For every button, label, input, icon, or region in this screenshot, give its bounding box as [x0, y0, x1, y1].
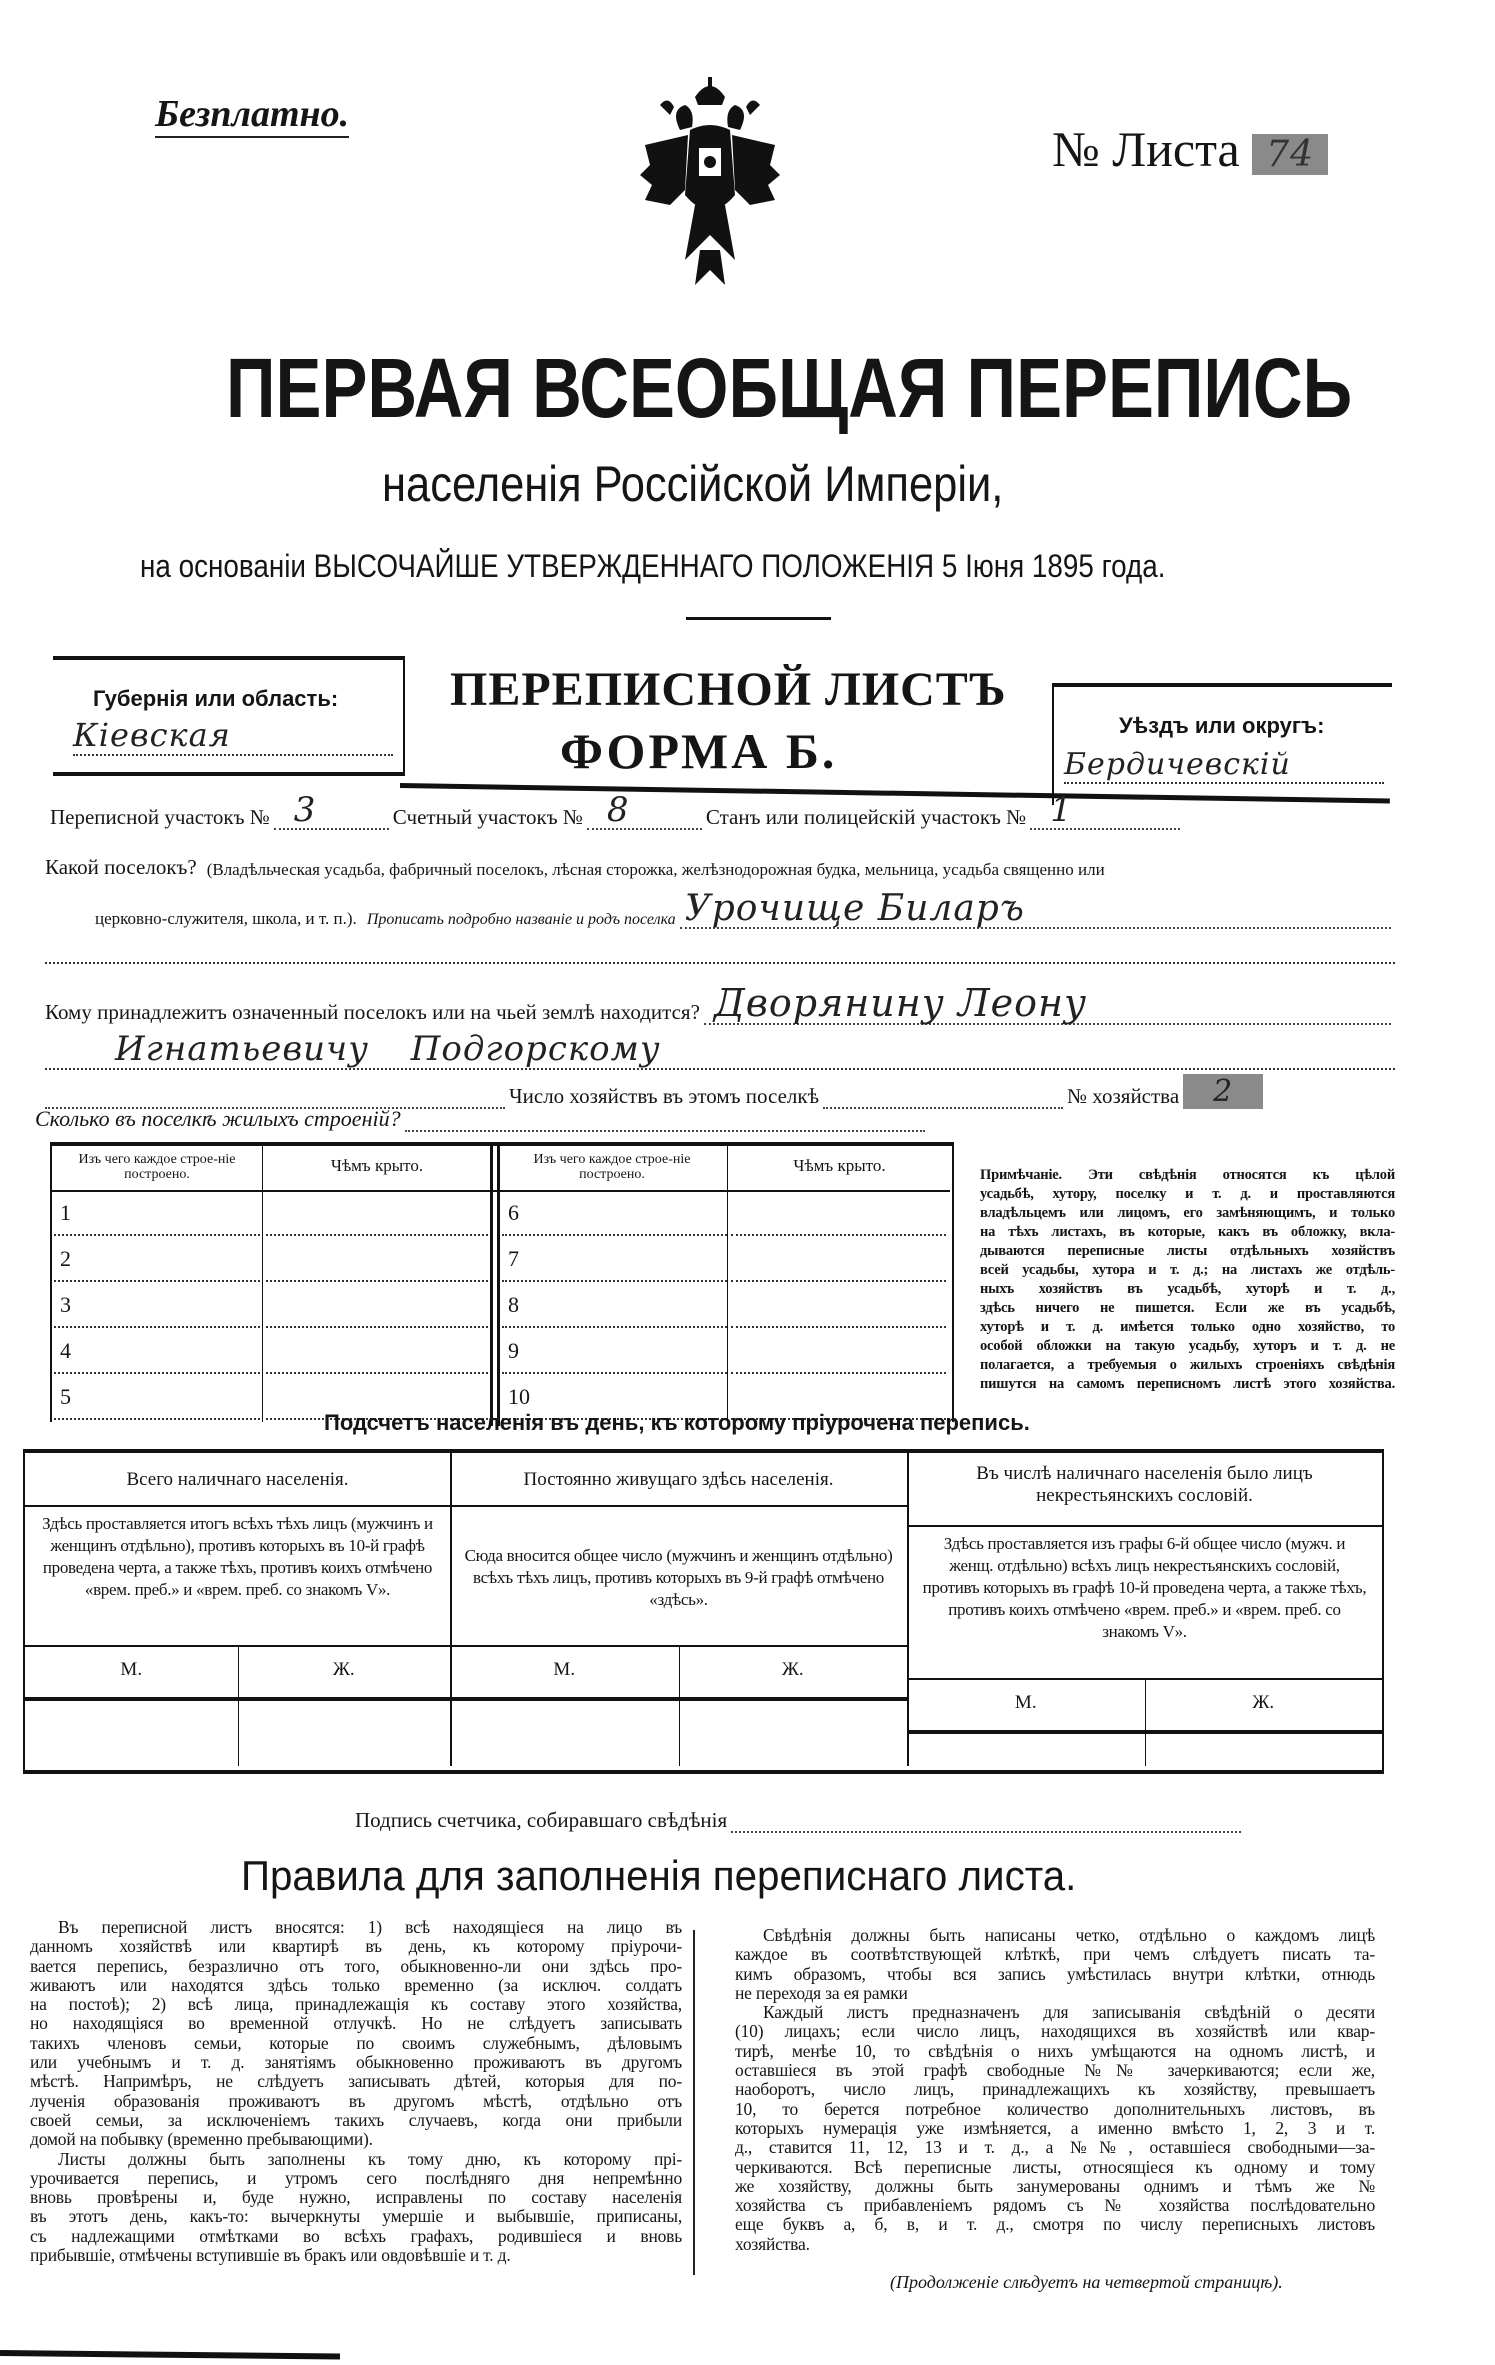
rules-right-column [735, 1926, 1375, 2254]
note-line: Примѣчаніе. Эти свѣдѣнія относятся къ цѣлой [980, 1167, 1395, 1183]
rules-line: 10, то берется потребное количество дополнительныхъ листовъ, въ [735, 2098, 1375, 2119]
owner-row [45, 981, 1395, 1025]
owner-field[interactable] [704, 981, 1391, 1025]
female-count-cell[interactable] [679, 1701, 908, 1766]
rules-line: каждое въ соотвѣтствующей клѣткѣ, при чемъ слѣдуетъ писать та- [735, 1944, 1375, 1965]
bottom-rule [0, 2350, 340, 2360]
row-number: 10 [508, 1384, 530, 1409]
rules-line: еще буквъ а, б, в, и т. д., смотря по числу переписныхъ листовъ [735, 2214, 1375, 2235]
row-number: 6 [508, 1200, 519, 1225]
rules-left-column [30, 1918, 682, 2265]
rules-line: прибывшіе, отмѣчены вступившіе въ бракъ или овдовѣвшіе и т. д. [30, 2245, 511, 2266]
rules-line: своей семьи, за исключеніемъ такихъ случаевъ, когда они прибыли [30, 2109, 682, 2130]
rules-line: живаютъ или находятся здѣсь только временно (за исключ. солдатъ [30, 1974, 682, 1995]
row-number: 3 [60, 1292, 71, 1317]
households-row [45, 1074, 1395, 1109]
header-rule [25, 1505, 450, 1507]
note-line: владѣльцемъ или лицомъ, его замѣняющимъ, и только [980, 1205, 1395, 1221]
male-header: М. [120, 1659, 143, 1680]
row-number: 8 [508, 1292, 519, 1317]
table-cell-material[interactable] [502, 1326, 727, 1328]
row-number: 2 [60, 1246, 71, 1271]
column-divider [907, 1453, 909, 1766]
col-roof-header: Чѣмъ крыто. [330, 1156, 424, 1175]
buildings-field[interactable] [405, 1108, 925, 1132]
settlement-hint-1: (Владѣльческая усадьба, фабричный поселокъ, лѣсная сторожка, желѣзнодорожная будка, мельница, усадьба священно или [206, 860, 1105, 879]
female-count-cell[interactable] [1145, 1734, 1383, 1766]
note-line: особой обложки на такую усадьбу, хуторъ и т. д. не [980, 1338, 1395, 1354]
note-line: полагается, а требуемыя о жилыхъ строеніяхъ свѣдѣнія [980, 1357, 1395, 1373]
rules-line: урочивается перепись, и утромъ сего послѣдняго дня непремѣнно [30, 2167, 682, 2188]
table-cell-material[interactable] [54, 1280, 260, 1282]
signature-row [355, 1808, 1245, 1833]
column-divider [262, 1146, 263, 1422]
table-cell-material[interactable] [54, 1234, 260, 1236]
table-cell-roof[interactable] [731, 1280, 946, 1282]
header-rule [450, 1505, 907, 1507]
sheet-number-label: № Листа [1052, 121, 1240, 177]
gubernia-box [53, 656, 405, 776]
signature-field[interactable] [731, 1809, 1241, 1833]
gubernia-value: Кіевская [73, 716, 393, 756]
free-label: Безплатно. [155, 92, 349, 138]
header-rule [52, 1190, 950, 1192]
rules-title [241, 1852, 1111, 1900]
note-line: ныхъ хозяйствъ въ усадьбѣ, хуторѣ и т. д., [980, 1281, 1395, 1297]
note-line: дываются переписные листы отдѣльныхъ хозяйствъ [980, 1243, 1395, 1259]
settlement-field[interactable] [680, 888, 1391, 929]
table-cell-material[interactable] [54, 1326, 260, 1328]
rules-line: или учебнымъ и т. д. занятіямъ обыкновенно проживаютъ въ другомъ [30, 2052, 682, 2073]
table-cell-roof[interactable] [731, 1326, 946, 1328]
table-cell-roof[interactable] [266, 1326, 488, 1328]
basis-line-text: на основаніи ВЫСОЧАЙШЕ УТВЕРЖДЕННАГО ПОЛОЖЕНІЯ 5 Іюня 1895 года. [140, 548, 1166, 584]
gubernia-label: Губернія или область: [93, 686, 339, 711]
sheet-number-value: 74 [1252, 134, 1328, 175]
population-col-description: Сюда вносится общее число (мужчинъ и женщинъ отдѣльно) всѣхъ тѣхъ лицъ, противъ которыхъ въ 9-й графѣ отмѣчено «здѣсь». [464, 1546, 893, 1609]
rules-line: кимъ образомъ, чтобы вся запись умѣстилась внутри клѣтки, отнюдь [735, 1963, 1375, 1984]
table-cell-material[interactable] [502, 1372, 727, 1374]
main-title [226, 340, 1353, 437]
note-line: хуторѣ и т. д. имѣется только одно хозяйство, то [980, 1319, 1395, 1335]
rules-line: въ этотъ день, какъ-то: вычеркнуты умершіе и выбывшіе, приписаны, [30, 2206, 682, 2227]
rules-line: хозяйства. [735, 2233, 810, 2254]
buildings-row [35, 1106, 929, 1132]
settlement-value: Урочище Биларъ [684, 888, 1025, 929]
census-district-label: Переписной участокъ № [50, 805, 270, 829]
imperial-eagle-emblem-icon [640, 75, 780, 300]
rules-line: Каждый листъ предназначенъ для записыванія свѣдѣній о десяти [763, 2002, 1375, 2023]
rules-line: Свѣдѣнія должны быть написаны четко, отдѣльно о каждомъ лицѣ [763, 1925, 1375, 1945]
census-district-value: 3 [293, 790, 317, 830]
settlement-hint-2: церковно-служителя, школа, и т. п.). [95, 909, 357, 928]
col-material-header: Изъ чего каждое строе-ніе построено. [533, 1152, 691, 1182]
sheet-number [1052, 120, 1328, 178]
male-count-cell[interactable] [450, 1701, 679, 1766]
rules-line: не переходя за ея рамки [735, 1982, 908, 2003]
buildings-label: Сколько въ поселкѣ жилыхъ строеній? [35, 1106, 401, 1131]
male-count-cell[interactable] [907, 1734, 1145, 1766]
rules-line: съ надлежащими отмѣтками во всѣхъ графахъ, родившіеся и вновь [30, 2225, 682, 2246]
settlement-row [45, 855, 1105, 880]
rules-line: д., ставится 11, 12, 13 и т. д., а №№, оставшіеся свободными—за- [735, 2137, 1375, 2158]
subtitle [382, 455, 1096, 513]
table-divider-double [490, 1146, 493, 1426]
rules-line: лученія образованія проживаютъ въ другомъ мѣстѣ, отдѣльно отъ [30, 2090, 682, 2111]
male-header: М. [1014, 1692, 1037, 1713]
rules-line: вновь провѣрены и, буде нужно, исправлены по составу населенія [30, 2187, 682, 2208]
population-col-header: Въ числѣ наличнаго населенія было лицъ некрестьянскихъ сословій. [976, 1463, 1313, 1506]
population-col-description: Здѣсь проставляется изъ графы 6-й общее число (мужч. и женщ. отдѣльно) всѣхъ лицъ некрестьянскихъ сословій, противъ которыхъ въ графѣ 10-й проведена черта, а также тѣхъ, противъ коихъ отмѣчено «врем. преб.» и «врем. преб. со знакомъ V». [922, 1534, 1367, 1641]
population-title: Подсчетъ населенія въ день, къ которому пріурочена перепись. [324, 1410, 1030, 1435]
owner-value-1: Дворянину Леону [713, 981, 1088, 1025]
rules-title-text: Правила для заполненія переписнаго листа. [241, 1852, 1077, 1899]
main-title-text: ПЕРВАЯ ВСЕОБЩАЯ ПЕРЕПИСЬ [226, 341, 1353, 435]
note-line: здѣсь ничего не пишется. Если же въ усадьбѣ, [980, 1300, 1395, 1316]
count-district-field[interactable] [587, 790, 702, 830]
rules-line: Листы должны быть заполнены къ тому дню, къ которому прі- [58, 2148, 682, 2169]
col-material-header: Изъ чего каждое строе-ніе построено. [78, 1152, 236, 1182]
basis-line [140, 548, 1319, 585]
settlement-extra-line [45, 962, 1395, 964]
population-col-header: Постоянно живущаго здѣсь населенія. [523, 1469, 834, 1490]
row-number: 7 [508, 1246, 519, 1271]
divider [686, 617, 831, 620]
row-number: 1 [60, 1200, 71, 1225]
count-district-label: Счетный участокъ № [392, 805, 583, 829]
row-number: 5 [60, 1384, 71, 1409]
table-cell-roof[interactable] [266, 1280, 488, 1282]
signature-label: Подпись счетчика, собиравшаго свѣдѣнія [355, 1808, 728, 1832]
row-number: 9 [508, 1338, 519, 1363]
rules-line: домой на побывку (временно пребывающими). [30, 2129, 373, 2150]
female-header: Ж. [781, 1659, 804, 1680]
note-line: всей усадьбы, хутора и т. д.; на листахъ же отдѣль- [980, 1262, 1395, 1278]
police-district-value: 1 [1050, 790, 1073, 830]
settlement-label: Какой поселокъ? [45, 855, 197, 879]
table-cell-roof[interactable] [266, 1372, 488, 1374]
sheet-title: ПЕРЕПИСНОЙ ЛИСТЪ [450, 663, 1007, 716]
rules-line: на постоѣ); 2) всѣ лица, принадлежащія къ составу этого хозяйства, [30, 1994, 682, 2015]
table-cell-material[interactable] [54, 1372, 260, 1374]
rules-line: черкиваются. Всѣ переписные листы, относящіеся къ одному и тому [735, 2156, 1375, 2177]
col-roof-header: Чѣмъ крыто. [793, 1156, 886, 1175]
table-cell-material[interactable] [502, 1280, 727, 1282]
female-header: Ж. [332, 1659, 355, 1680]
police-district-field[interactable] [1030, 790, 1180, 830]
rules-line: которыхъ нумерація уже измѣняется, а именно вмѣсто 1, 2, 3 и т. [735, 2117, 1375, 2138]
rules-line: такихъ членовъ семьи, которые по своимъ служебнымъ, дѣловымъ [30, 2032, 682, 2053]
header-rule [907, 1525, 1382, 1527]
form-name: ФОРМА Б. [560, 723, 838, 779]
column-divider [727, 1146, 728, 1422]
count-district-value: 8 [606, 790, 630, 830]
district-row [50, 790, 1184, 830]
table-cell-material[interactable] [502, 1234, 727, 1236]
rules-line: оставшіеся въ этой графѣ свободные №№ зачеркиваются; если же, [735, 2060, 1375, 2081]
settlement-row-2 [95, 888, 1395, 929]
male-count-cell[interactable] [25, 1701, 238, 1766]
rules-line: хозяйства съ прибавленіемъ рядомъ съ № хозяйства послѣдовательно [735, 2195, 1375, 2216]
households-label: Число хозяйствъ въ этомъ поселкѣ [509, 1084, 819, 1108]
owner-field-2[interactable] [45, 1029, 1395, 1070]
rules-line: тирѣ, менѣе 10, то свѣдѣнія о нихъ умѣщаются на одномъ листѣ, и [735, 2040, 1375, 2061]
settlement-instruction: Прописать подробно названіе и родъ поселка [366, 911, 676, 928]
uezd-box [1052, 683, 1392, 805]
rules-line: вается перепись, безразлично отъ того, обыкновенно-ли они здѣсь про- [30, 1955, 682, 1976]
table-cell-material[interactable] [54, 1418, 260, 1420]
female-header: Ж. [1252, 1692, 1275, 1713]
population-table [23, 1449, 1384, 1774]
rules-line: наоборотъ, число лицъ, принадлежащихъ къ хозяйству, превышаетъ [735, 2079, 1375, 2100]
rules-line: мѣстѣ. Напримѣръ, не слѣдуетъ записывать дѣтей, которыя для по- [30, 2071, 682, 2092]
table-cell-roof[interactable] [731, 1372, 946, 1374]
rules-line: же хозяйству, должны быть занумерованы однимъ и тѣмъ же № [735, 2175, 1375, 2196]
row-number: 4 [60, 1338, 71, 1363]
rules-line: но находящіяся во временной отлучкѣ. Но не слѣдуетъ записывать [30, 2013, 682, 2034]
subtitle-text: населенія Россійской Имперіи, [382, 456, 1004, 512]
female-count-cell[interactable] [238, 1701, 451, 1766]
rules-line: Въ переписной листъ вносятся: 1) всѣ находящіеся на лицо въ [58, 1917, 682, 1937]
column-separator [693, 1930, 695, 2275]
note-line: усадьбѣ, хутору, поселку и т. д. и проставляются [980, 1186, 1395, 1202]
population-col-header: Всего наличнаго населенія. [126, 1469, 349, 1490]
table-divider-double [497, 1146, 500, 1426]
uezd-value: Бердичевскій [1064, 747, 1384, 784]
household-no-value: 2 [1183, 1074, 1263, 1109]
uezd-label: Уѣздъ или округъ: [1119, 713, 1325, 738]
rules-line: (10) лицахъ; если число лицъ, находящихся въ хозяйствѣ или квар- [735, 2021, 1375, 2042]
continuation-note: (Продолженіе слѣдуетъ на четвертой страницѣ). [890, 2272, 1283, 2292]
police-district-label: Станъ или полицейскій участокъ № [705, 805, 1027, 829]
owner-value-2: Игнатьевичу Подгорскому [115, 1029, 661, 1069]
rules-line: данномъ хозяйствѣ или квартирѣ въ день, къ которому пріурочи- [30, 1936, 682, 1957]
household-no-label: № хозяйства [1067, 1084, 1180, 1108]
owner-label: Кому принадлежитъ означенный поселокъ или на чьей землѣ находится? [45, 1000, 700, 1024]
table-cell-roof[interactable] [266, 1234, 488, 1236]
census-district-field[interactable] [274, 790, 389, 830]
note [980, 1166, 1395, 1394]
table-cell-roof[interactable] [731, 1234, 946, 1236]
male-header: М. [553, 1659, 576, 1680]
note-line: пишутся на самомъ переписномъ листѣ этого хозяйства. [980, 1376, 1395, 1392]
buildings-table [50, 1142, 954, 1422]
note-line: на тѣхъ листахъ, въ которые, какъ въ обложку, вкла- [980, 1224, 1395, 1240]
population-col-description: Здѣсь проставляется итогъ всѣхъ тѣхъ лицъ (мужчинъ и женщинъ отдѣльно), противъ которыхъ въ 10-й графѣ проведена черта, а также тѣхъ, противъ коихъ отмѣчено «врем. преб.» и «врем. преб. со знакомъ V». [42, 1514, 433, 1599]
